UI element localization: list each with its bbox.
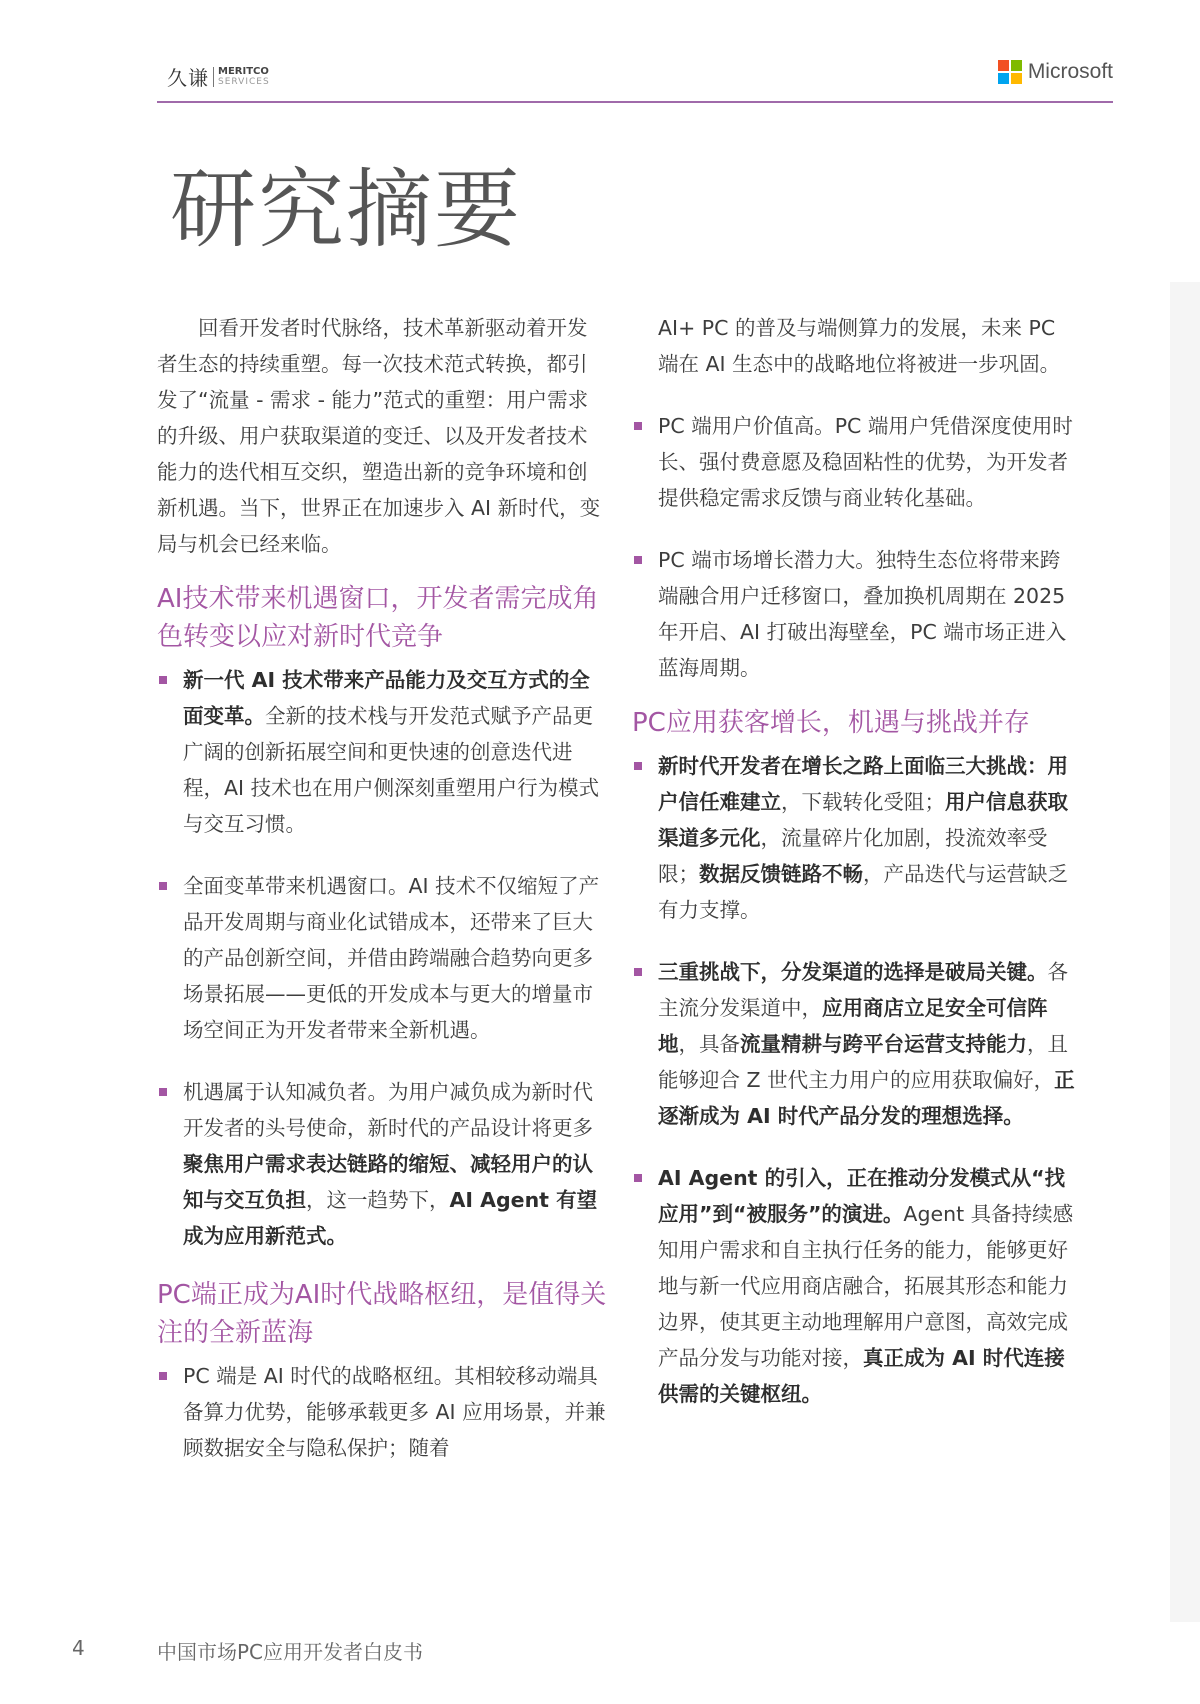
continued-paragraph: AI+ PC 的普及与端侧算力的发展，未来 PC 端在 AI 生态中的战略地位将被进一步巩固。: [658, 316, 1061, 376]
section-heading-ai-opportunity: AI技术带来机遇窗口，开发者需完成角色转变以应对新时代竞争: [157, 584, 599, 652]
list-item: [632, 542, 1080, 686]
meritco-logo: [167, 62, 270, 91]
list-item: [632, 954, 1080, 1134]
microsoft-wordmark: Microsoft: [1027, 60, 1113, 83]
bullet-text: PC 端是 AI 时代的战略枢纽。其相较移动端具备算力优势，能够承载更多 AI 应用场景，并兼顾数据安全与隐私保护；随着: [183, 1364, 606, 1460]
document-title: 中国市场PC应用开发者白皮书: [157, 1640, 424, 1664]
intro-paragraph: 回看开发者时代脉络，技术革新驱动着开发者生态的持续重塑。每一次技术范式转换，都引发了“流量 - 需求 - 能力”范式的重塑：用户需求的升级、用户获取渠道的变迁、以及开发者技术能力的迭代相互交织，塑造出新的竞争环境和创新机遇。当下，世界正在加速步入 AI 新时代，变局与机会已经来临。: [157, 316, 601, 556]
list-item: [157, 662, 607, 842]
logo-en-line2: SERVICES: [218, 76, 270, 87]
bullet-text: ，产品迭代与运营缺乏有力支撑。: [658, 862, 1068, 922]
microsoft-logo: [998, 60, 1113, 84]
list-item: [157, 1358, 607, 1466]
bullet-text: PC 端用户价值高。PC 端用户凭借深度使用时长、强付费意愿及稳固粘性的优势，为开发者提供稳定需求反馈与商业转化基础。: [658, 414, 1073, 510]
bullet-bold: 三重挑战下，分发渠道的选择是破局关键。: [658, 960, 1048, 984]
logo-divider: [213, 67, 214, 87]
logo-en-text: [218, 67, 270, 87]
bullet-bold: 新时代开发者在增长之路上面临三大挑战：用户信任难建立: [658, 754, 1068, 814]
list-item: [632, 408, 1080, 516]
bullet-bold: 流量精耕与跨平台运营支持能力: [740, 1032, 1027, 1056]
list-item: [157, 1074, 607, 1254]
bullet-text: 机遇属于认知减负者。为用户减负成为新时代开发者的头号使命，新时代的产品设计将更多: [183, 1080, 593, 1140]
page-title: 研究摘要: [170, 160, 522, 260]
page-header: [157, 56, 1113, 104]
bullet-bold: 正逐渐成为 AI 时代产品分发的理想选择。: [658, 1068, 1075, 1128]
bullet-text: ，下载转化受阻；: [781, 790, 945, 814]
bullet-text: ，流量碎片化加剧，投流效率受限；: [658, 826, 1048, 886]
list-item: [632, 748, 1080, 928]
header-divider: [157, 101, 1113, 103]
left-column: [157, 310, 607, 1466]
bullet-bold: 真正成为 AI 时代连接供需的关键枢纽。: [658, 1346, 1065, 1406]
bullet-bold: AI Agent 有望成为应用新范式。: [183, 1188, 598, 1248]
page-edge-shade: [1170, 282, 1200, 1622]
list-item: [157, 868, 607, 1048]
bullet-bold: 用户信息获取渠道多元化: [658, 790, 1068, 850]
bullet-text: 全面变革带来机遇窗口。AI 技术不仅缩短了产品开发周期与商业化试错成本，还带来了巨大的产品创新空间，并借由跨端融合趋势向更多场景拓展——更低的开发成本与更大的增量市场空间正为开发者带来全新机遇。: [183, 874, 600, 1042]
bullet-bold: 应用商店立足安全可信阵地: [658, 996, 1048, 1056]
bullet-text: PC 端市场增长潜力大。独特生态位将带来跨端融合用户迁移窗口，叠加换机周期在 2025 年开启、AI 打破出海壁垒，PC 端市场正进入蓝海周期。: [658, 548, 1067, 680]
logo-en-line1: MERITCO: [218, 65, 269, 77]
bullet-text: ，具备: [678, 1032, 740, 1056]
bullet-bold: 聚焦用户需求表达链路的缩短、减轻用户的认知与交互负担: [183, 1152, 593, 1212]
bullet-text: 全新的技术栈与开发范式赋予产品更广阔的创新拓展空间和更快速的创意迭代进程，AI 技术也在用户侧深刻重塑用户行为模式与交互习惯。: [183, 704, 600, 836]
list-item: [632, 1160, 1080, 1412]
bullet-bold: 数据反馈链路不畅: [699, 862, 863, 886]
bullet-text: 各主流分发渠道中，: [658, 960, 1068, 1020]
bullet-text: ，这一趋势下，: [306, 1188, 450, 1212]
section-heading-pc-hub: PC端正成为AI时代战略枢纽，是值得关注的全新蓝海: [157, 1280, 607, 1348]
bullet-bold: AI Agent 的引入，正在推动分发模式从“找应用”到“被服务”的演进。: [658, 1166, 1066, 1226]
logo-cn-text: 久谦: [167, 66, 209, 90]
pc-hub-list: [157, 1358, 607, 1466]
bullet-text: ，且能够迎合 Z 世代主力用户的应用获取偏好，: [658, 1032, 1068, 1092]
pc-hub-list-continued: [632, 408, 1080, 686]
pc-growth-list: [632, 748, 1080, 1412]
right-column: [632, 310, 1080, 1412]
bullet-text: Agent 具备持续感知用户需求和自主执行任务的能力，能够更好地与新一代应用商店融合，拓展其形态和能力边界，使其更主动地理解用户意图，高效完成产品分发与功能对接，: [658, 1202, 1074, 1370]
ai-opportunity-list: [157, 662, 607, 1254]
microsoft-windows-icon: [998, 60, 1022, 84]
bullet-bold: 新一代 AI 技术带来产品能力及交互方式的全面变革。: [183, 668, 590, 728]
page-number: 4: [72, 1636, 85, 1660]
section-heading-pc-growth: PC应用获客增长，机遇与挑战并存: [632, 708, 1030, 738]
